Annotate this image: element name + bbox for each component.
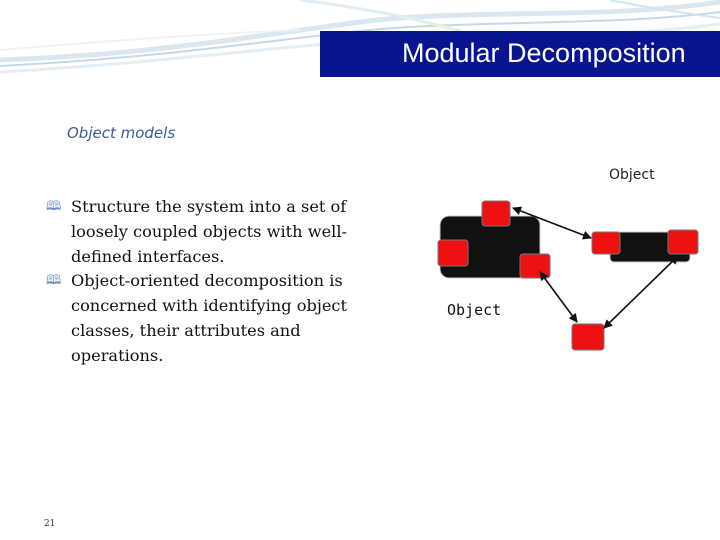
object-label-top: Object: [609, 167, 655, 183]
object-label-left: Object: [447, 301, 502, 319]
arrow-connector: [540, 272, 577, 322]
slide-title: Modular Decomposition: [402, 38, 686, 68]
bullet-item: [46, 269, 376, 368]
slide-subtitle: Object models: [67, 124, 176, 142]
bullet-text: Object-oriented decomposition is concerned with identifying object classes, their attributes and operations.: [71, 271, 347, 365]
bullet-list: [46, 195, 376, 369]
object-diagram: [420, 160, 710, 360]
page-number: 21: [44, 519, 56, 529]
title-bar: [320, 31, 720, 77]
bullet-item: [46, 195, 376, 269]
book-icon: 🕮: [46, 273, 62, 289]
object-port: [520, 254, 550, 278]
object-port: [482, 201, 510, 226]
object-port: [592, 232, 620, 254]
arrow-connector: [604, 256, 678, 328]
object-port: [438, 240, 468, 266]
bullet-text: Structure the system into a set of loosely coupled objects with well-defined interfaces.: [71, 197, 347, 266]
book-icon: 🕮: [46, 199, 62, 214]
object-diagram-graphic: [420, 160, 710, 360]
object-port: [572, 324, 604, 350]
object-port: [668, 230, 698, 254]
